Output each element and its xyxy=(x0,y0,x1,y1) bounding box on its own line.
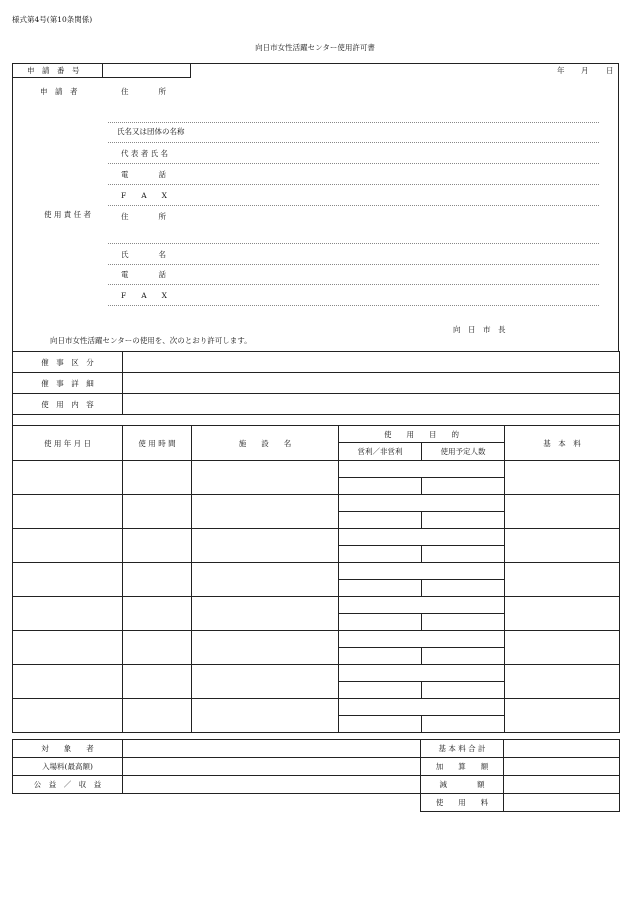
applicant-phone-line[interactable] xyxy=(108,184,599,185)
event-detail-label: 催 事 詳 細 xyxy=(13,373,123,394)
applicant-fax-line[interactable] xyxy=(108,205,599,206)
page-title: 向日市女性活躍センター使用許可書 xyxy=(255,43,375,52)
profit-cell[interactable] xyxy=(339,716,422,733)
usage-time-cell[interactable] xyxy=(123,495,192,529)
usage-time-header: 使 用 時 間 xyxy=(123,426,192,461)
surcharge-label: 加 算 額 xyxy=(421,758,504,776)
profit-cell[interactable] xyxy=(339,546,422,563)
usage-date-cell[interactable] xyxy=(13,563,123,597)
profit-cell[interactable] xyxy=(339,614,422,631)
manager-phone-line[interactable] xyxy=(108,284,599,285)
base-fee-cell[interactable] xyxy=(505,495,620,529)
applicant-name-line[interactable] xyxy=(108,142,599,143)
table-row xyxy=(13,631,620,648)
facility-cell[interactable] xyxy=(192,563,339,597)
usage-time-cell[interactable] xyxy=(123,461,192,495)
table-row xyxy=(13,597,620,614)
event-category-label: 催 事 区 分 xyxy=(13,352,123,373)
people-cell[interactable] xyxy=(422,478,505,495)
bottom-left-table xyxy=(12,739,421,794)
profit-cell[interactable] xyxy=(339,512,422,529)
usage-fee-field[interactable] xyxy=(504,794,620,812)
base-fee-cell[interactable] xyxy=(505,563,620,597)
manager-fax-label: F A X xyxy=(121,291,167,300)
public-profit-field[interactable] xyxy=(123,776,421,794)
applicant-address-label: 住 所 xyxy=(121,87,166,96)
base-fee-cell[interactable] xyxy=(505,665,620,699)
applicant-rep-line[interactable] xyxy=(108,163,599,164)
entry-fee-label: 入場料(最高額) xyxy=(13,758,123,776)
people-cell[interactable] xyxy=(422,546,505,563)
usage-time-cell[interactable] xyxy=(123,665,192,699)
purpose-cell[interactable] xyxy=(339,631,505,648)
applicant-address-line[interactable] xyxy=(108,122,599,123)
usage-time-cell[interactable] xyxy=(123,597,192,631)
permission-text: 向日市女性活躍センターの使用を、次のとおり許可します。 xyxy=(50,336,252,345)
purpose-cell[interactable] xyxy=(339,563,505,580)
usage-date-cell[interactable] xyxy=(13,699,123,733)
applicant-rep-label: 代 表 者 氏 名 xyxy=(121,149,169,158)
profit-cell[interactable] xyxy=(339,478,422,495)
usage-date-header: 使 用 年 月 日 xyxy=(13,426,123,461)
people-cell[interactable] xyxy=(422,512,505,529)
usage-date-cell[interactable] xyxy=(13,461,123,495)
purpose-header: 使 用 目 的 xyxy=(339,426,505,443)
table-row xyxy=(13,529,620,546)
spacer-row xyxy=(13,415,620,426)
usage-content-field[interactable] xyxy=(123,394,620,415)
usage-date-cell[interactable] xyxy=(13,597,123,631)
issuer: 向 日 市 長 xyxy=(453,325,506,334)
purpose-cell[interactable] xyxy=(339,597,505,614)
surcharge-field[interactable] xyxy=(504,758,620,776)
base-fee-cell[interactable] xyxy=(505,699,620,733)
discount-field[interactable] xyxy=(504,776,620,794)
applicant-fax-label: F A X xyxy=(121,191,167,200)
manager-address-line[interactable] xyxy=(108,243,599,244)
facility-cell[interactable] xyxy=(192,529,339,563)
purpose-cell[interactable] xyxy=(339,665,505,682)
people-cell[interactable] xyxy=(422,614,505,631)
application-number-label: 申 請 番 号 xyxy=(27,66,80,75)
event-detail-field[interactable] xyxy=(123,373,620,394)
applicant-phone-label: 電 話 xyxy=(121,170,166,179)
manager-name-label: 氏 名 xyxy=(121,250,166,259)
usage-fee-label: 使 用 料 xyxy=(421,794,504,812)
table-row xyxy=(13,563,620,580)
fee-summary-table xyxy=(420,739,620,812)
event-category-field[interactable] xyxy=(123,352,620,373)
form-number: 様式第4号(第10条関係) xyxy=(12,15,93,24)
facility-cell[interactable] xyxy=(192,631,339,665)
date-month: 月 xyxy=(581,66,589,75)
table-row xyxy=(13,461,620,478)
usage-date-cell[interactable] xyxy=(13,529,123,563)
facility-header: 施 設 名 xyxy=(192,426,339,461)
public-profit-label: 公 益 ／ 収 益 xyxy=(13,776,123,794)
usage-time-cell[interactable] xyxy=(123,529,192,563)
manager-label: 使 用 責 任 者 xyxy=(44,210,92,219)
manager-name-line[interactable] xyxy=(108,264,599,265)
profit-cell[interactable] xyxy=(339,580,422,597)
base-fee-cell[interactable] xyxy=(505,461,620,495)
date-day: 日 xyxy=(606,66,614,75)
base-fee-cell[interactable] xyxy=(505,529,620,563)
facility-cell[interactable] xyxy=(192,461,339,495)
usage-date-cell[interactable] xyxy=(13,495,123,529)
usage-content-label: 使 用 内 容 xyxy=(13,394,123,415)
applicant-label: 申 請 者 xyxy=(40,87,78,96)
people-cell[interactable] xyxy=(422,580,505,597)
manager-phone-label: 電 話 xyxy=(121,270,166,279)
people-header: 使用予定人数 xyxy=(422,443,505,461)
base-fee-total-label: 基 本 料 合 計 xyxy=(421,740,504,758)
purpose-cell[interactable] xyxy=(339,529,505,546)
people-cell[interactable] xyxy=(422,682,505,699)
usage-time-cell[interactable] xyxy=(123,631,192,665)
target-label: 対 象 者 xyxy=(13,740,123,758)
manager-address-label: 住 所 xyxy=(121,212,166,221)
base-fee-cell[interactable] xyxy=(505,631,620,665)
usage-date-cell[interactable] xyxy=(13,665,123,699)
people-cell[interactable] xyxy=(422,648,505,665)
event-table xyxy=(12,351,620,426)
profit-header: 営利／非営利 xyxy=(339,443,422,461)
usage-time-cell[interactable] xyxy=(123,699,192,733)
facility-cell[interactable] xyxy=(192,495,339,529)
purpose-cell[interactable] xyxy=(339,699,505,716)
profit-cell[interactable] xyxy=(339,648,422,665)
purpose-cell[interactable] xyxy=(339,495,505,512)
entry-fee-field[interactable] xyxy=(123,758,421,776)
facility-cell[interactable] xyxy=(192,699,339,733)
table-row xyxy=(13,665,620,682)
base-fee-cell[interactable] xyxy=(505,597,620,631)
table-row xyxy=(13,699,620,716)
facility-cell[interactable] xyxy=(192,665,339,699)
table-row xyxy=(13,495,620,512)
facility-cell[interactable] xyxy=(192,597,339,631)
usage-date-cell[interactable] xyxy=(13,631,123,665)
profit-cell[interactable] xyxy=(339,682,422,699)
base-fee-total-field[interactable] xyxy=(504,740,620,758)
purpose-cell[interactable] xyxy=(339,461,505,478)
usage-time-cell[interactable] xyxy=(123,563,192,597)
date-year: 年 xyxy=(557,66,565,75)
usage-table xyxy=(12,425,620,733)
discount-label: 減 額 xyxy=(421,776,504,794)
people-cell[interactable] xyxy=(422,716,505,733)
base-fee-header: 基 本 料 xyxy=(505,426,620,461)
manager-fax-line[interactable] xyxy=(108,305,599,306)
applicant-name-label: 氏名又は団体の名称 xyxy=(117,127,185,136)
target-field[interactable] xyxy=(123,740,421,758)
applicant-section xyxy=(12,63,619,352)
